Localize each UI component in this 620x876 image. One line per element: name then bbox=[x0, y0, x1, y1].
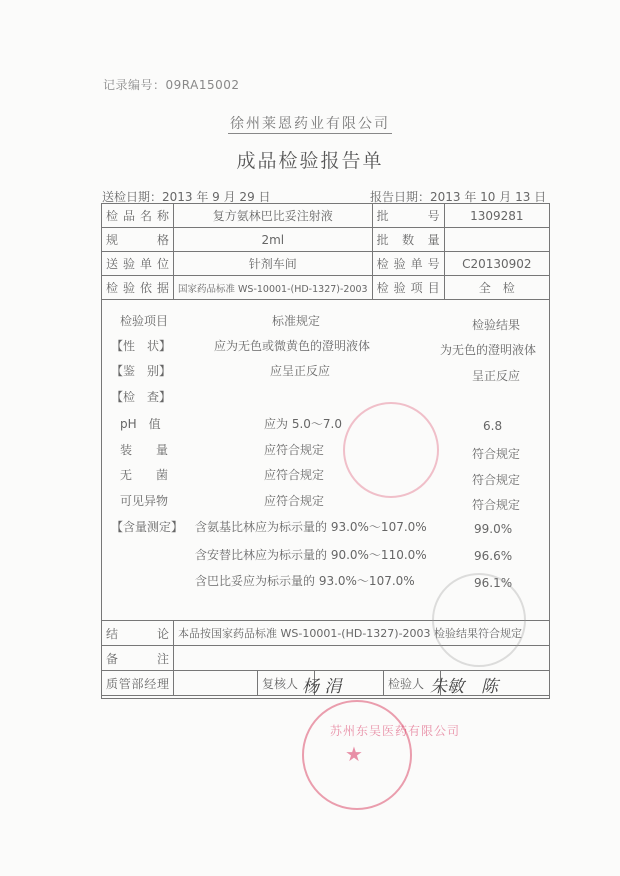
test-item: pH 值 bbox=[120, 417, 161, 431]
test-result: 符合规定 bbox=[472, 447, 521, 461]
test-standard: 应符合规定 bbox=[264, 468, 325, 482]
company-name bbox=[0, 113, 620, 133]
label-product-name: 检品名称 bbox=[102, 204, 174, 228]
col-header-result: 检验结果 bbox=[472, 318, 521, 332]
document-title: 成品检验报告单 bbox=[236, 150, 384, 172]
header-row bbox=[102, 276, 550, 300]
test-item: 【性 状】 bbox=[111, 339, 172, 353]
company-name-text: 徐州莱恩药业有限公司 bbox=[230, 116, 390, 132]
test-standard: 应为无色或微黄色的澄明液体 bbox=[214, 339, 371, 353]
test-result: 99.0% bbox=[474, 522, 513, 536]
star-icon: ★ bbox=[345, 742, 363, 766]
test-result: 96.1% bbox=[474, 576, 513, 590]
col-header-standard: 标准规定 bbox=[272, 314, 321, 328]
label-submit-unit: 送验单位 bbox=[102, 252, 174, 276]
test-item: 【含量测定】 bbox=[111, 520, 184, 534]
label-reviewer: 复核人 bbox=[258, 671, 315, 696]
label-test-scope: 检验项目 bbox=[372, 276, 444, 300]
label-remark: 备 注 bbox=[102, 646, 174, 671]
header-row bbox=[102, 228, 550, 252]
label-basis: 检验依据 bbox=[102, 276, 174, 300]
value-batch-no: 1309281 bbox=[444, 204, 549, 228]
label-qa-manager: 质管部经理 bbox=[102, 671, 174, 696]
distributor-seal-text: 苏州东吴医药有限公司 bbox=[330, 724, 461, 738]
label-conclusion: 结 论 bbox=[102, 621, 174, 646]
label-spec: 规 格 bbox=[102, 228, 174, 252]
label-batch-qty: 批 数 量 bbox=[372, 228, 444, 252]
value-qa-manager bbox=[174, 671, 258, 696]
test-result: 96.6% bbox=[474, 549, 513, 563]
test-result: 呈正反应 bbox=[472, 369, 521, 383]
value-conclusion: 本品按国家药品标准 WS-10001-(HD-1327)-2003 检验结果符合规定 bbox=[174, 621, 550, 646]
test-item: 【鉴 别】 bbox=[111, 364, 172, 378]
test-result: 6.8 bbox=[483, 419, 503, 433]
record-number: 记录编号：09RA15002 bbox=[103, 78, 240, 92]
value-batch-qty bbox=[444, 228, 549, 252]
value-spec: 2ml bbox=[174, 228, 373, 252]
label-inspector: 检验人 bbox=[384, 671, 441, 696]
label-batch-no: 批 号 bbox=[372, 204, 444, 228]
test-standard: 应呈正反应 bbox=[270, 364, 331, 378]
value-basis: 国家药品标准 WS-10001-(HD-1327)-2003 bbox=[174, 276, 373, 300]
test-result: 为无色的澄明液体 bbox=[440, 343, 537, 357]
submit-date: 送检日期：2013 年 9 月 29 日 bbox=[102, 190, 271, 204]
test-item: 装 量 bbox=[120, 443, 169, 457]
label-inspection-no: 检验单号 bbox=[372, 252, 444, 276]
report-date: 报告日期：2013 年 10 月 13 日 bbox=[370, 190, 547, 204]
company-seal-faded bbox=[343, 402, 439, 498]
value-inspection-no: C20130902 bbox=[444, 252, 549, 276]
header-row bbox=[102, 252, 550, 276]
header-table bbox=[101, 203, 550, 300]
reviewer-signature: 杨 涓 bbox=[302, 677, 342, 697]
value-product-name: 复方氨林巴比妥注射液 bbox=[174, 204, 373, 228]
test-standard: 应符合规定 bbox=[264, 443, 325, 457]
test-standard: 应为 5.0～7.0 bbox=[264, 417, 342, 431]
test-item: 【检 查】 bbox=[111, 390, 172, 404]
test-standard: 含氨基比林应为标示量的 93.0%～107.0% bbox=[195, 520, 427, 534]
test-item: 无 菌 bbox=[120, 468, 169, 482]
test-standard: 应符合规定 bbox=[264, 494, 325, 508]
value-test-scope: 全 检 bbox=[444, 276, 549, 300]
test-result: 符合规定 bbox=[472, 473, 521, 487]
col-header-item: 检验项目 bbox=[120, 314, 169, 328]
value-submit-unit: 针剂车间 bbox=[174, 252, 373, 276]
test-result: 符合规定 bbox=[472, 498, 521, 512]
test-item: 可见异物 bbox=[120, 494, 169, 508]
header-row bbox=[102, 204, 550, 228]
inspector-signature: 朱敏 陈 bbox=[430, 677, 498, 697]
gray-seal-faded bbox=[432, 573, 526, 667]
test-standard: 含安替比林应为标示量的 90.0%～110.0% bbox=[195, 548, 427, 562]
test-standard: 含巴比妥应为标示量的 93.0%～107.0% bbox=[195, 574, 415, 588]
